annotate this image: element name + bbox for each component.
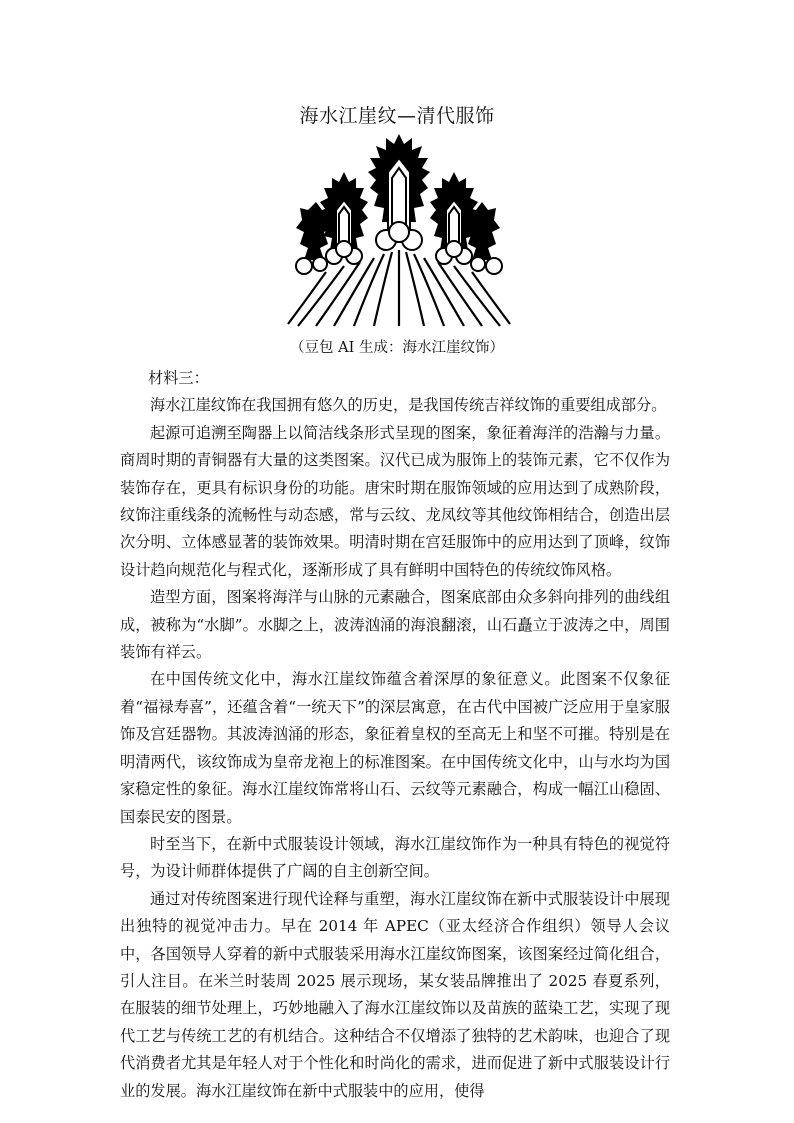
- paragraph: 造型方面，图案将海洋与山脉的元素融合，图案底部由众多斜向排列的曲线组成，被称为“水脚”。水脚之上，波涛汹涌的海浪翻滚，山石矗立于波涛之中，周围装饰有祥云。: [120, 588, 670, 662]
- figure-caption: （豆包 AI 生成：海水江崖纹饰）: [290, 340, 504, 356]
- paragraph: 起源可追溯至陶器上以简洁线条形式呈现的图案，象征着海洋的浩瀚与力量。商周时期的青铜器有大量的这类图案。汉代已成为服饰上的装饰元素，它不仅作为装饰存在，更具有标识身份的功能。唐宋时期在服饰领域的应用达到了成熟阶段，纹饰注重线条的流畅性与动态感，常与云纹、龙凤纹等其他纹饰相结合，创造出层次分明、立体感显著的装饰效果。明清时期在宫廷服饰中的应用达到了顶峰，纹饰设计趋向规范化与程式化，逐渐形成了具有鲜明中国特色的传统纹饰风格。: [120, 423, 670, 579]
- page-title: 海水江崖纹—清代服饰: [299, 105, 495, 127]
- haishui-jiangya-pattern-icon: [286, 132, 512, 328]
- material-label: 材料三：: [148, 369, 209, 387]
- article-body: [120, 365, 670, 1105]
- paragraph: 海水江崖纹饰在我国拥有悠久的历史，是我国传统吉祥纹饰的重要组成部分。: [150, 396, 667, 415]
- paragraph: 时至当下，在新中式服装设计领域，海水江崖纹饰作为一种具有特色的视觉符号，为设计师群体提供了广阔的自主创新空间。: [120, 834, 670, 881]
- paragraph: 在中国传统文化中，海水江崖纹饰蕴含着深厚的象征意义。此图案不仅象征着“福禄寿喜”，还蕴含着“一统天下”的深层寓意，在古代中国被广泛应用于皇家服饰及宫廷器物。其波涛汹涌的形态，象征着皇权的至高无上和坚不可摧。特别是在明清两代，该纹饰成为皇帝龙袍上的标准图案。在中国传统文化中，山与水均为国家稳定性的象征。海水江崖纹饰常将山石、云纹等元素融合，构成一幅江山稳固、国泰民安的图景。: [120, 670, 670, 826]
- paragraph: 通过对传统图案进行现代诠释与重塑，海水江崖纹饰在新中式服装设计中展现出独特的视觉冲击力。早在 2014 年 APEC（亚太经济合作组织）领导人会议中，各国领导人穿着的新中式服装采用海水江崖纹饰图案，该图案经过简化组合，引人注目。在米兰时装周 2025 展示现场，某女装品牌推出了 2025 春夏系列，在服装的细节处理上，巧妙地融入了海水江崖纹饰以及苗族的蓝染工艺，实现了现代工艺与传统工艺的有机结合。这种结合不仅增添了独特的艺术韵味，也迎合了现代消费者尤其是年轻人对于个性化和时尚化的需求，进而促进了新中式服装设计行业的发展。海水江崖纹饰在新中式服装中的应用，使得: [120, 889, 670, 1100]
